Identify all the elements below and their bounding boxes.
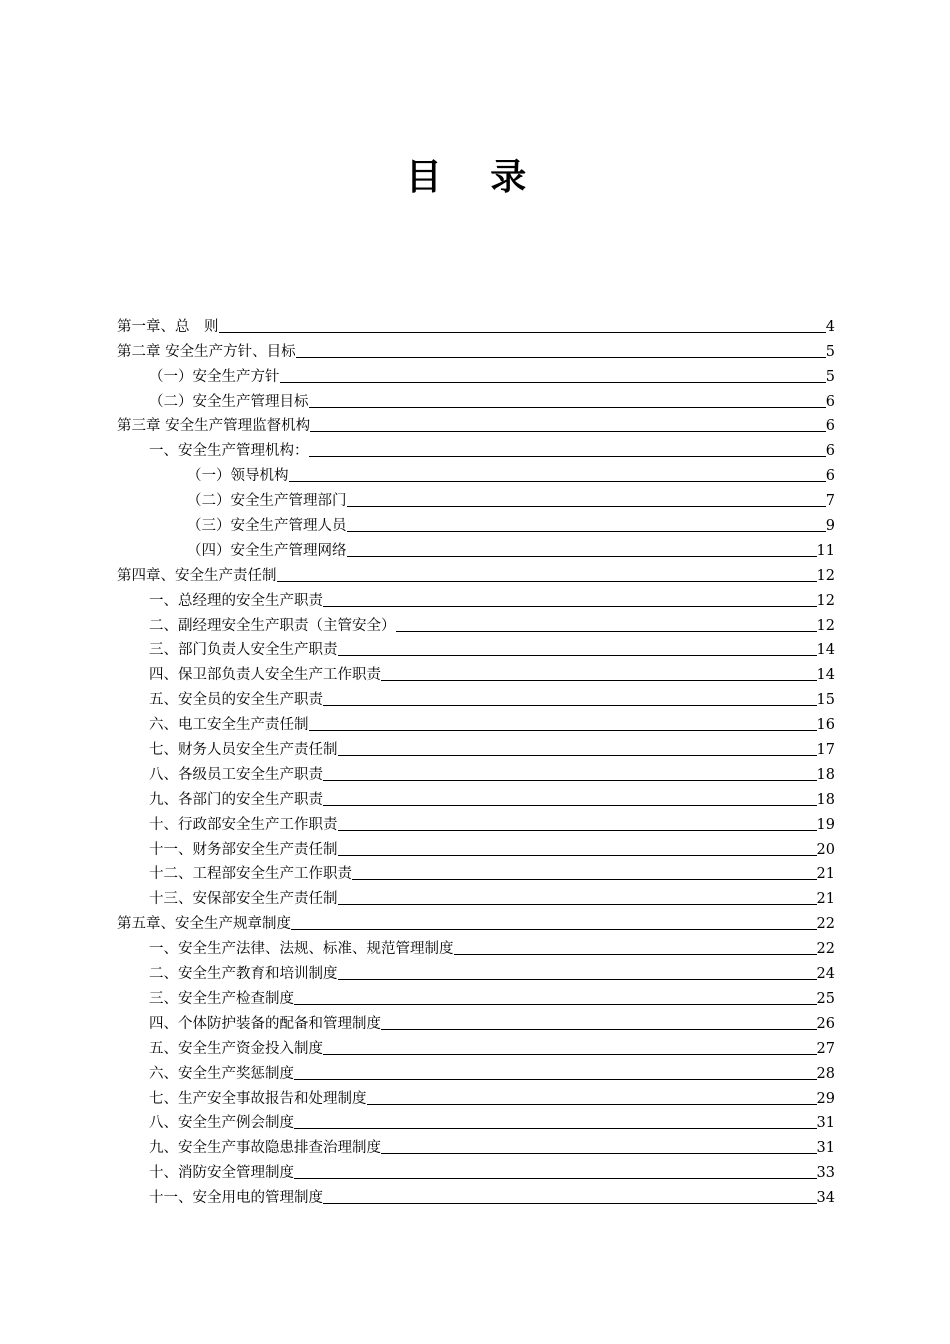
- toc-entry-title: 十二、工程部安全生产工作职责: [149, 866, 352, 883]
- toc-entry-page-number: 25: [816, 990, 835, 1007]
- toc-leader-line: [338, 830, 817, 831]
- toc-leader-line: [381, 1153, 817, 1154]
- toc-leader-line: [338, 979, 817, 980]
- toc-leader-line: [309, 407, 826, 408]
- toc-leader-line: [280, 382, 826, 383]
- toc-leader-line: [296, 357, 826, 358]
- toc-entry-page-number: 16: [816, 717, 835, 734]
- toc-entry-title: 十一、安全用电的管理制度: [149, 1190, 323, 1207]
- toc-entry[interactable]: [117, 561, 835, 586]
- toc-entry[interactable]: [117, 760, 835, 785]
- toc-entry[interactable]: [117, 636, 835, 661]
- toc-entry-page-number: 11: [816, 542, 835, 559]
- toc-entry-title: 第五章、安全生产规章制度: [117, 916, 291, 933]
- toc-entry[interactable]: [117, 959, 835, 984]
- toc-entry-page-number: 31: [816, 1115, 835, 1132]
- toc-entry-page-number: 18: [816, 791, 835, 808]
- table-of-contents: [117, 312, 835, 1208]
- toc-leader-line: [309, 730, 817, 731]
- toc-leader-line: [367, 1104, 817, 1105]
- toc-entry[interactable]: [117, 934, 835, 959]
- toc-entry-title: 九、安全生产事故隐患排查治理制度: [149, 1140, 381, 1157]
- toc-leader-line: [309, 456, 826, 457]
- toc-entry-title: （二）安全生产管理目标: [149, 393, 309, 410]
- toc-entry[interactable]: [117, 1009, 835, 1034]
- toc-entry[interactable]: [117, 810, 835, 835]
- toc-entry-title: 第三章 安全生产管理监督机构: [117, 418, 311, 435]
- toc-entry-title: 第四章、安全生产责任制: [117, 567, 277, 584]
- toc-entry[interactable]: [117, 710, 835, 735]
- toc-leader-line: [294, 1128, 817, 1129]
- toc-entry[interactable]: [117, 735, 835, 760]
- toc-entry-page-number: 17: [816, 742, 835, 759]
- toc-entry[interactable]: [117, 611, 835, 636]
- toc-leader-line: [323, 606, 817, 607]
- toc-entry-page-number: 6: [825, 443, 835, 460]
- toc-entry-page-number: 5: [825, 343, 835, 360]
- toc-leader-line: [323, 780, 817, 781]
- toc-leader-line: [323, 805, 817, 806]
- toc-leader-line: [352, 879, 817, 880]
- toc-entry[interactable]: [117, 337, 835, 362]
- toc-entry-title: （三）安全生产管理人员: [187, 518, 347, 535]
- toc-entry[interactable]: [117, 387, 835, 412]
- toc-leader-line: [454, 954, 817, 955]
- toc-entry-page-number: 29: [816, 1090, 835, 1107]
- toc-entry-page-number: 12: [816, 592, 835, 609]
- toc-entry[interactable]: [117, 835, 835, 860]
- toc-entry-title: 三、部门负责人安全生产职责: [149, 642, 338, 659]
- toc-leader-line: [323, 705, 817, 706]
- toc-entry-page-number: 34: [816, 1190, 835, 1207]
- toc-leader-line: [396, 631, 817, 632]
- toc-entry-title: 二、副经理安全生产职责（主管安全）: [149, 617, 396, 634]
- toc-entry-page-number: 20: [816, 841, 835, 858]
- toc-entry-page-number: 4: [825, 318, 835, 335]
- toc-entry[interactable]: [117, 1133, 835, 1158]
- toc-entry-title: 五、安全生产资金投入制度: [149, 1040, 323, 1057]
- toc-entry-title: 九、各部门的安全生产职责: [149, 791, 323, 808]
- toc-entry[interactable]: [117, 909, 835, 934]
- toc-entry-title: 八、安全生产例会制度: [149, 1115, 294, 1132]
- toc-entry[interactable]: [117, 1059, 835, 1084]
- toc-entry[interactable]: [117, 1084, 835, 1109]
- toc-entry[interactable]: [117, 436, 835, 461]
- toc-leader-line: [294, 1079, 817, 1080]
- toc-entry[interactable]: [117, 860, 835, 885]
- toc-leader-line: [277, 581, 817, 582]
- toc-leader-line: [323, 1203, 817, 1204]
- toc-entry-title: 一、安全生产法律、法规、标准、规范管理制度: [149, 941, 454, 958]
- toc-leader-line: [291, 929, 817, 930]
- toc-entry-page-number: 6: [825, 468, 835, 485]
- toc-entry[interactable]: [117, 984, 835, 1009]
- toc-entry-title: 十三、安保部安全生产责任制: [149, 891, 338, 908]
- toc-entry-page-number: 14: [816, 667, 835, 684]
- toc-entry[interactable]: [117, 660, 835, 685]
- toc-entry-title: （二）安全生产管理部门: [187, 493, 347, 510]
- toc-entry-page-number: 21: [816, 866, 835, 883]
- toc-entry-title: 第一章、总 则: [117, 318, 219, 335]
- toc-entry-title: 四、个体防护装备的配备和管理制度: [149, 1015, 381, 1032]
- toc-entry[interactable]: [117, 1034, 835, 1059]
- toc-entry[interactable]: [117, 312, 835, 337]
- toc-entry-title: 第二章 安全生产方针、目标: [117, 343, 296, 360]
- toc-leader-line: [219, 332, 826, 333]
- toc-entry-page-number: 22: [816, 941, 835, 958]
- toc-entry-title: （一）领导机构: [187, 468, 289, 485]
- toc-entry-page-number: 9: [825, 518, 835, 535]
- toc-leader-line: [338, 855, 817, 856]
- toc-leader-line: [347, 531, 826, 532]
- toc-entry-title: （一）安全生产方针: [149, 368, 280, 385]
- toc-entry-page-number: 5: [825, 368, 835, 385]
- toc-leader-line: [310, 431, 826, 432]
- toc-entry-title: 二、安全生产教育和培训制度: [149, 966, 338, 983]
- toc-leader-line: [338, 655, 817, 656]
- toc-entry[interactable]: [117, 362, 835, 387]
- toc-entry-title: 七、财务人员安全生产责任制: [149, 742, 338, 759]
- toc-entry[interactable]: [117, 1158, 835, 1183]
- toc-entry[interactable]: [117, 785, 835, 810]
- toc-leader-line: [289, 481, 826, 482]
- toc-entry[interactable]: [117, 1183, 835, 1208]
- toc-entry-page-number: 33: [816, 1165, 835, 1182]
- toc-entry-page-number: 6: [825, 393, 835, 410]
- toc-entry-page-number: 21: [816, 891, 835, 908]
- toc-entry-page-number: 18: [816, 766, 835, 783]
- toc-leader-line: [294, 1004, 817, 1005]
- toc-leader-line: [294, 1178, 817, 1179]
- toc-entry-title: 三、安全生产检查制度: [149, 990, 294, 1007]
- toc-entry-title: 六、安全生产奖惩制度: [149, 1065, 294, 1082]
- toc-entry-title: 一、安全生产管理机构：: [149, 443, 309, 460]
- toc-leader-line: [338, 904, 817, 905]
- toc-leader-line: [323, 1054, 817, 1055]
- toc-entry-title: 一、总经理的安全生产职责: [149, 592, 323, 609]
- toc-entry-title: 十一、财务部安全生产责任制: [149, 841, 338, 858]
- toc-entry[interactable]: [117, 536, 835, 561]
- toc-entry-title: 七、生产安全事故报告和处理制度: [149, 1090, 367, 1107]
- toc-entry[interactable]: [117, 511, 835, 536]
- toc-entry[interactable]: [117, 412, 835, 437]
- toc-entry[interactable]: [117, 884, 835, 909]
- toc-entry-page-number: 15: [816, 692, 835, 709]
- toc-entry-title: 六、电工安全生产责任制: [149, 717, 309, 734]
- page-title: 目 录: [405, 157, 545, 198]
- toc-entry[interactable]: [117, 586, 835, 611]
- toc-entry-title: 八、各级员工安全生产职责: [149, 766, 323, 783]
- toc-entry-page-number: 31: [816, 1140, 835, 1157]
- toc-entry-page-number: 12: [816, 567, 835, 584]
- toc-entry-page-number: 24: [816, 966, 835, 983]
- toc-entry-page-number: 26: [816, 1015, 835, 1032]
- toc-entry-page-number: 6: [825, 418, 835, 435]
- toc-entry[interactable]: [117, 685, 835, 710]
- toc-entry-title: 十、行政部安全生产工作职责: [149, 816, 338, 833]
- toc-leader-line: [381, 1029, 817, 1030]
- toc-entry-title: 四、保卫部负责人安全生产工作职责: [149, 667, 381, 684]
- toc-entry-page-number: 14: [816, 642, 835, 659]
- toc-entry-title: （四）安全生产管理网络: [187, 542, 347, 559]
- toc-entry-page-number: 28: [816, 1065, 835, 1082]
- toc-entry[interactable]: [117, 1109, 835, 1134]
- toc-entry[interactable]: [117, 486, 835, 511]
- toc-leader-line: [338, 755, 817, 756]
- toc-entry-page-number: 27: [816, 1040, 835, 1057]
- toc-leader-line: [381, 680, 817, 681]
- toc-entry-page-number: 22: [816, 916, 835, 933]
- toc-entry-page-number: 12: [816, 617, 835, 634]
- toc-leader-line: [347, 506, 826, 507]
- toc-entry-page-number: 19: [816, 816, 835, 833]
- toc-leader-line: [347, 556, 817, 557]
- toc-entry[interactable]: [117, 461, 835, 486]
- toc-entry-title: 五、安全员的安全生产职责: [149, 692, 323, 709]
- toc-entry-title: 十、消防安全管理制度: [149, 1165, 294, 1182]
- toc-entry-page-number: 7: [825, 493, 835, 510]
